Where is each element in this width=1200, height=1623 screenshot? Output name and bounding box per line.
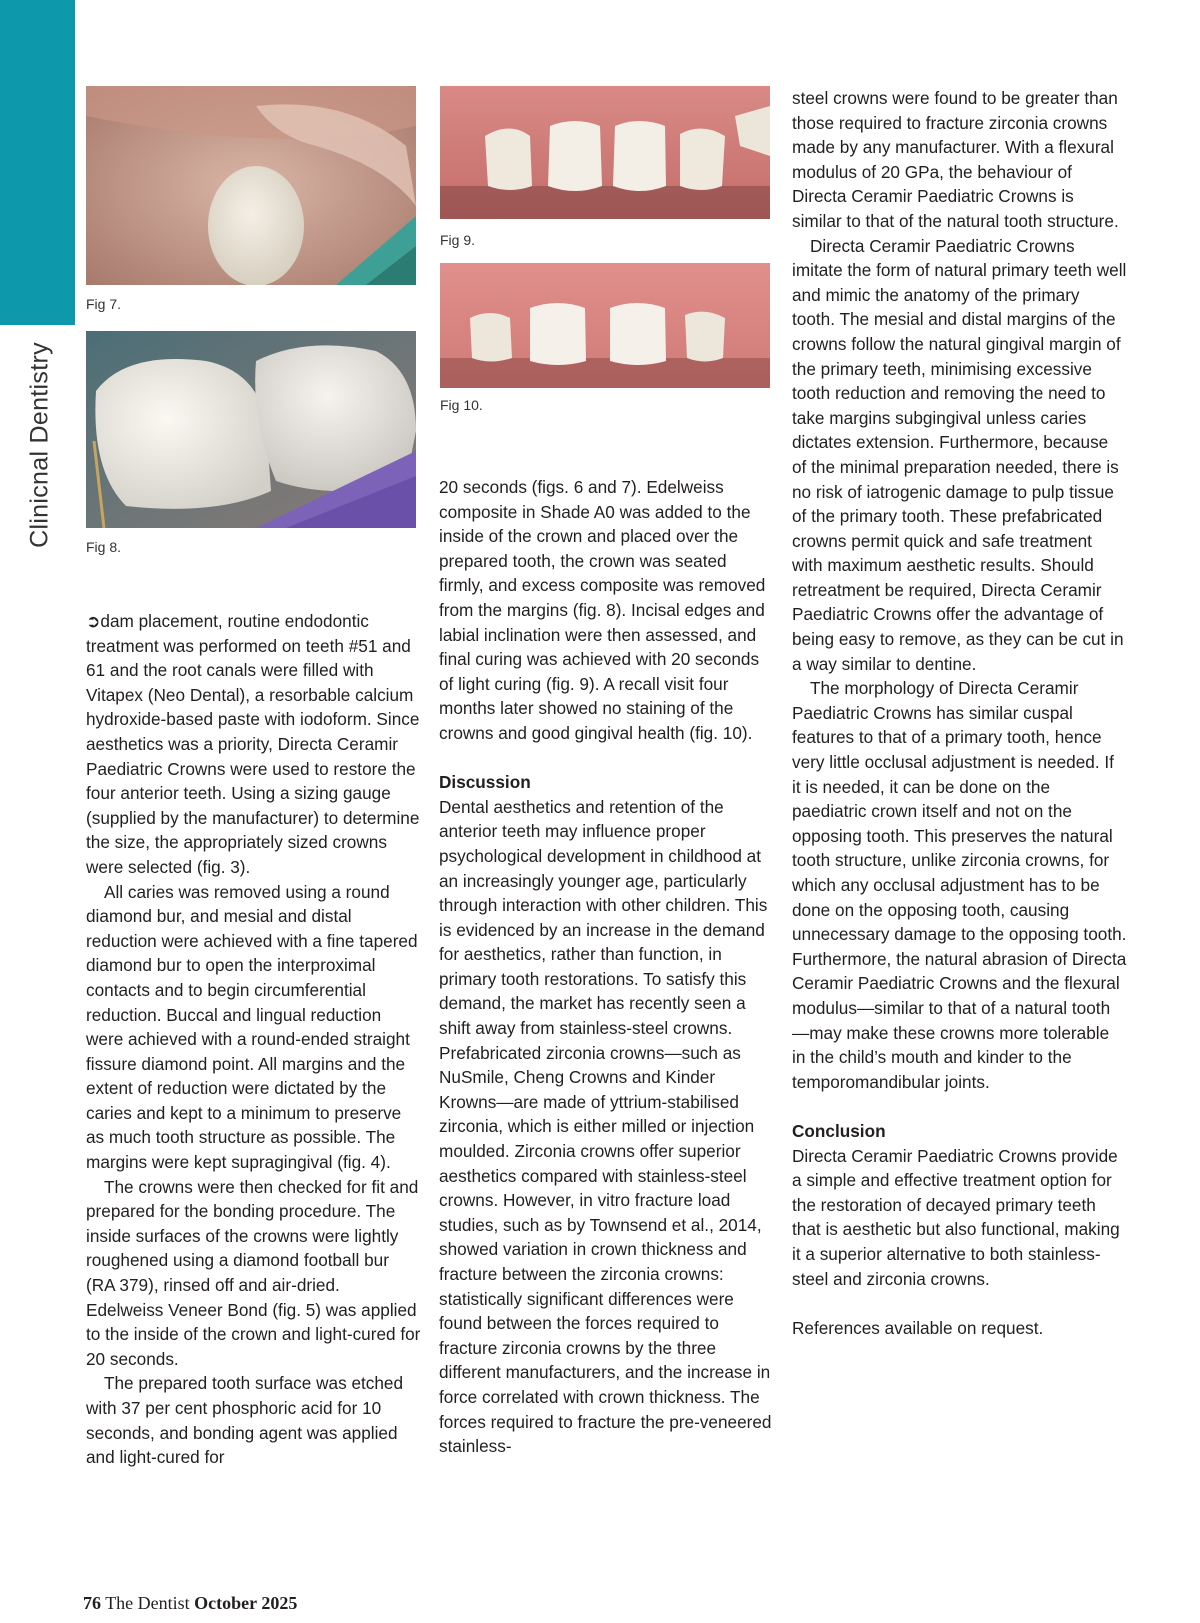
continuation-arrow-icon: ➲ <box>86 611 101 631</box>
col1-paragraph-4: The prepared tooth surface was etched with 37 per cent phosphoric acid for 10 seconds, and bonding agent was applied and light-cured for <box>86 1373 404 1468</box>
section-tab-bar <box>0 0 75 325</box>
page-footer <box>83 1593 297 1614</box>
col2-paragraph-1: 20 seconds (figs. 6 and 7). Edelweiss composite in Shade A0 was added to the inside of the crown and placed over the prepared tooth, the crown was seated firmly, and excess composite was removed from the margins (fig. 8). Incisal edges and labial inclination were then assessed, and final curing was achieved with 20 seconds of light curing (fig. 9). A recall visit four months later showed no staining of the crowns and good gingival health (fig. 10). <box>439 477 766 743</box>
publication-name: The Dentist <box>105 1593 190 1613</box>
fig9-photo <box>440 86 770 219</box>
page-number: 76 <box>83 1593 101 1613</box>
col1-paragraph-2: All caries was removed using a round diamond bur, and mesial and distal reduction were achieved with a fine tapered diamond bur to open the interproximal contacts and to begin circumferential reduction. Buccal and lingual reduction were achieved with a round-ended straight fissure diamond point. All margins and the extent of reduction were dictated by the caries and kept to a minimum to preserve as much tooth structure as possible. The margins were kept supragingival (fig. 4). <box>86 881 418 1173</box>
fig10-photo <box>440 263 770 388</box>
fig7-photo <box>86 86 416 285</box>
col3-paragraph-2: Directa Ceramir Paediatric Crowns imitate the form of natural primary teeth well and mimic the anatomy of the primary tooth. The mesial and distal margins of the crowns follow the natural gingival margin of the primary teeth, minimising excessive tooth reduction and removing the need to take margins subgingival unless caries dictates extension. Furthermore, because of the minimal preparation needed, there is no risk of iatrogenic damage to pulp tissue of the primary tooth. These prefabricated crowns permit quick and safe treatment with maximum aesthetic results. Should retreatment be required, Directa Ceramir Paediatric Crowns offer the advantage of being easy to remove, as they can be cut in a way similar to dentine. <box>792 235 1127 674</box>
col3-paragraph-1: steel crowns were found to be greater than those required to fracture zirconia crowns made by any manufacturer. With a flexural modulus of 20 GPa, the behaviour of Directa Ceramir Paediatric Crowns is similar to that of the natural tooth structure. <box>792 88 1119 231</box>
text-column-1 <box>86 609 421 1470</box>
conclusion-heading: Conclusion <box>792 1120 886 1141</box>
text-column-2 <box>439 475 774 1459</box>
text-column-3 <box>792 86 1127 1340</box>
fig10-caption: Fig 10. <box>440 397 483 413</box>
fig8-photo <box>86 331 416 528</box>
col3-paragraph-3: The morphology of Directa Ceramir Paediatric Crowns has similar cuspal features to that of a primary tooth, hence very little occlusal adjustment is needed. If it is needed, it can be done on the paediatric crown itself and not on the opposing tooth. This preserves the natural tooth structure, unlike zirconia crowns, for which any occlusal adjustment has to be done on the opposing tooth, causing unnecessary damage to the opposing tooth. Furthermore, the natural abrasion of Directa Ceramir Paediatric Crowns and the flexural modulus—similar to that of a natural tooth—may make these crowns more tolerable in the child’s mouth and kinder to the temporomandibular joints. <box>792 678 1127 1092</box>
fig8-caption: Fig 8. <box>86 539 122 555</box>
col3-paragraph-4: Directa Ceramir Paediatric Crowns provide a simple and effective treatment option for the restoration of decayed primary teeth that is aesthetic but also functional, making it a superior alternative to both stainless-steel and zirconia crowns. <box>792 1145 1120 1289</box>
col2-paragraph-2: Dental aesthetics and retention of the anterior teeth may influence proper psychological development in childhood at an increasingly younger age, particularly through interaction with other children. This is evidenced by an increase in the demand for aesthetics, rather than function, in primary tooth restorations. To satisfy this demand, the market has recently seen a shift away from stainless-steel crowns. Prefabricated zirconia crowns—such as NuSmile, Cheng Crowns and Kinder Krowns—are made of yttrium-stabilised zirconia, which is either milled or injection moulded. Zirconia crowns offer superior aesthetics compared with stainless-steel crowns. However, in vitro fracture load studies, such as by Townsend et al., 2014, showed variation in crown thickness and fracture between the zirconia crowns: statistically significant differences were found between the forces required to fracture zirconia crowns by the three different manufacturers, and the increase in force correlated with crown thickness. The forces required to fracture the pre-veneered stainless- <box>439 796 772 1457</box>
col1-paragraph-1: ➲dam placement, routine endodontic treatment was performed on teeth #51 and 61 and the root canals were filled with Vitapex (Neo Dental), a resorbable calcium hydroxide-based paste with iodoform. Since aesthetics was a priority, Directa Ceramir Paediatric Crowns were used to restore the four anterior teeth. Using a sizing gauge (supplied by the manufacturer) to determine the size, the appropriately sized crowns were selected (fig. 3). <box>86 611 420 877</box>
discussion-heading: Discussion <box>439 772 531 793</box>
issue-date: October 2025 <box>194 1593 298 1613</box>
fig9-caption: Fig 9. <box>440 232 476 248</box>
references-note: References available on request. <box>792 1317 1044 1338</box>
section-label: Clinicnal Dentistry <box>25 342 54 548</box>
col1-paragraph-3: The crowns were then checked for fit and prepared for the bonding procedure. The inside surfaces of the crowns were lightly roughened using a diamond football bur (RA 379), rinsed off and air-dried. Edelweiss Veneer Bond (fig. 5) was applied to the inside of the crown and light-cured for 20 seconds. <box>86 1176 421 1369</box>
fig7-caption: Fig 7. <box>86 296 122 312</box>
